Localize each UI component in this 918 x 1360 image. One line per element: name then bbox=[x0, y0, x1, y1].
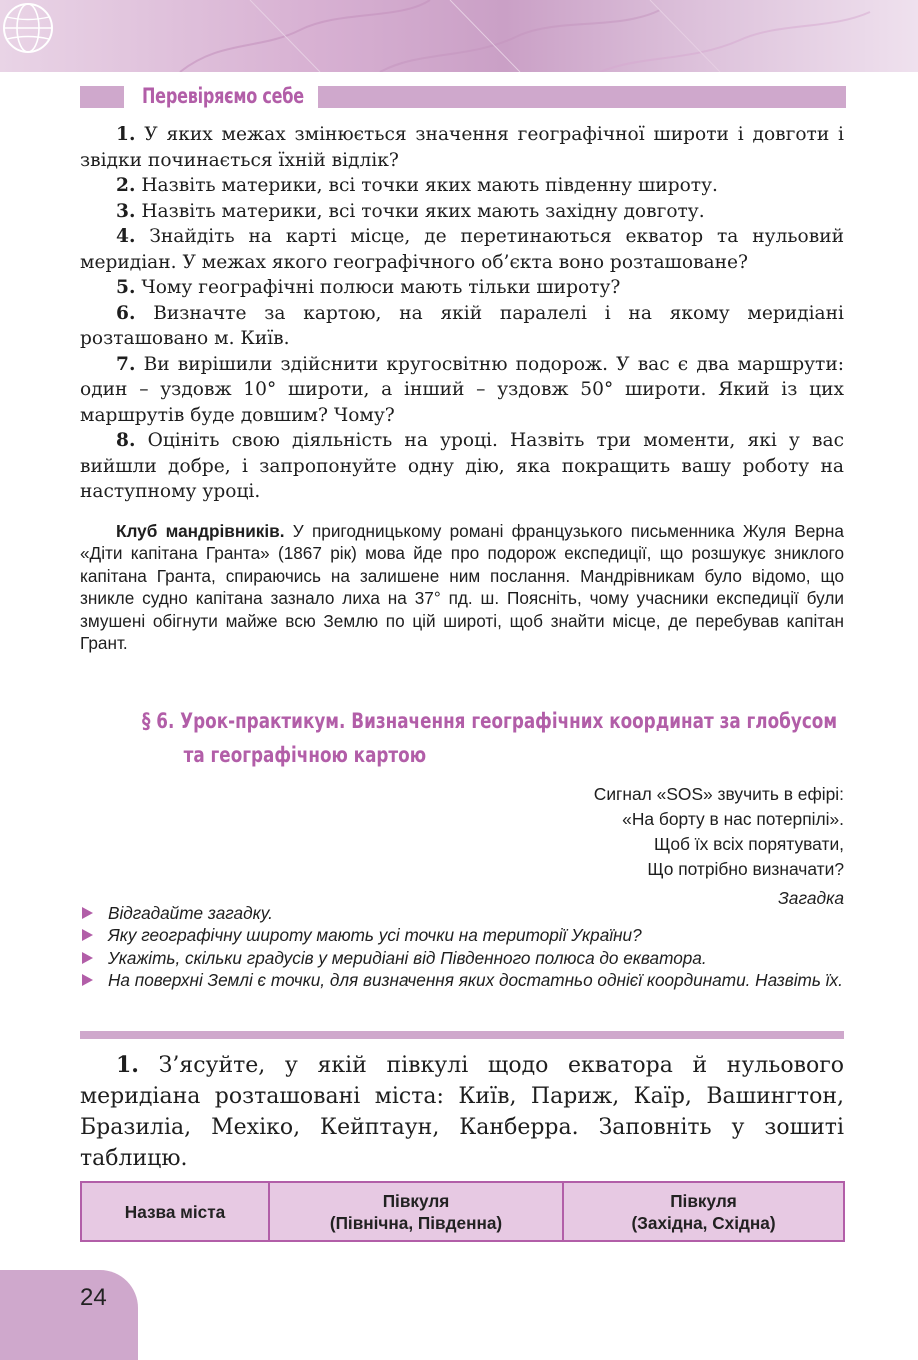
question-item bbox=[80, 275, 844, 301]
question-text: Чому географічні полюси мають тільки широту? bbox=[141, 277, 621, 298]
exercise-number: 1. bbox=[116, 1052, 139, 1078]
task-text: Укажіть, скільки градусів у меридіані від Південного полюса до екватора. bbox=[108, 947, 707, 968]
question-number: 7. bbox=[116, 353, 136, 375]
task-item bbox=[80, 947, 844, 969]
question-item bbox=[80, 224, 844, 275]
question-item bbox=[80, 352, 844, 429]
hemisphere-table bbox=[80, 1181, 845, 1242]
exercise-1 bbox=[80, 1050, 844, 1174]
exercise-text: З’ясуйте, у якій півкулі щодо екватора й нульового меридіана розташовані міста: Київ, Париж, Каїр, Вашингтон, Бразиліа, Мехіко, Кейптаун, Канберра. Заповніть у зошиті таблицю. bbox=[80, 1053, 844, 1171]
task-text: Відгадайте загадку. bbox=[108, 903, 273, 923]
question-number: 5. bbox=[116, 277, 136, 298]
question-text: У яких межах змінюється значення географічної широти і довготи і звідки починається їхній відлік? bbox=[80, 124, 844, 171]
question-item bbox=[80, 428, 844, 505]
table-header-ew: Півкуля (Західна, Східна) bbox=[563, 1182, 844, 1241]
arrow-bullet-icon bbox=[82, 974, 93, 986]
question-number: 1. bbox=[116, 124, 136, 145]
table-header-row bbox=[81, 1182, 844, 1241]
club-title: Клуб мандрівників. bbox=[116, 521, 285, 541]
review-questions bbox=[80, 122, 844, 505]
section-bar-right bbox=[318, 86, 846, 108]
question-number: 8. bbox=[116, 430, 136, 451]
poem-line: Що потрібно визначати? bbox=[647, 859, 844, 879]
page-number-tab bbox=[0, 1270, 138, 1360]
map-decoration bbox=[0, 0, 918, 72]
section-header bbox=[80, 86, 846, 108]
task-item bbox=[80, 969, 844, 991]
question-text: Назвіть материки, всі точки яких мають західну довготу. bbox=[141, 200, 705, 222]
question-item bbox=[80, 173, 844, 199]
top-banner bbox=[0, 0, 918, 72]
section-title: Перевіряємо себе bbox=[142, 84, 304, 108]
poem-line: Щоб їх всіх порятувати, bbox=[654, 834, 844, 854]
warmup-tasks bbox=[80, 902, 844, 992]
question-number: 3. bbox=[116, 200, 136, 222]
task-item bbox=[80, 924, 844, 946]
table-header-ns: Півкуля (Північна, Південна) bbox=[269, 1182, 563, 1241]
poem-author: Загадка bbox=[778, 888, 844, 908]
question-item bbox=[80, 199, 844, 225]
arrow-bullet-icon bbox=[82, 952, 93, 964]
question-item bbox=[80, 301, 844, 352]
question-text: Визначте за картою, на якій паралелі і на якому меридіані розташовано м. Київ. bbox=[80, 302, 844, 349]
question-text: Назвіть материки, всі точки яких мають південну широту. bbox=[141, 175, 718, 196]
task-text: Яку географічну широту мають усі точки на території України? bbox=[108, 925, 642, 946]
poem-line: Сигнал «SOS» звучить в ефірі: bbox=[593, 784, 844, 804]
section-divider bbox=[80, 1031, 844, 1039]
question-number: 6. bbox=[116, 302, 136, 324]
table-header-city: Назва міста bbox=[81, 1182, 269, 1241]
lesson-title-line2: та географічною картою bbox=[183, 743, 427, 767]
arrow-bullet-icon bbox=[82, 929, 93, 941]
travelers-club bbox=[80, 520, 844, 654]
poem-line: «На борту в нас потерпілі». bbox=[622, 809, 844, 829]
section-bar-left bbox=[80, 86, 124, 108]
question-text: Ви вирішили здійснити кругосвітню подорож. У вас є два маршрути: один – уздовж 10° широти, а інший – уздовж 50° широти. Який із цих маршрутів буде довшим? Чому? bbox=[80, 353, 844, 426]
task-item bbox=[80, 902, 844, 924]
task-text: На поверхні Землі є точки, для визначення яких достатньо однієї координати. Назвіть їх. bbox=[108, 970, 843, 991]
lesson-title bbox=[142, 704, 838, 772]
question-item bbox=[80, 122, 844, 173]
question-text: Знайдіть на карті місце, де перетинаються екватор та нульовий меридіан. У межах якого географічного об’єкта воно розташоване? bbox=[80, 226, 844, 273]
page-number: 24 bbox=[80, 1284, 107, 1311]
question-number: 4. bbox=[116, 226, 136, 247]
arrow-bullet-icon bbox=[82, 907, 93, 919]
globe-icon bbox=[0, 0, 56, 56]
club-text: У пригодницькому романі французького письменника Жуля Верна «Діти капітана Гранта» (1867 рік) мова йде про подорож експедиції, що розшукує зниклого капітана Гранта, спираючись на залишене ним послання. Мандрівникам було відомо, що зникле судно капітана зазнало лиха на 37° пд. ш. Поясніть, чому учасники експедиції були змушені обігнути майже всю Землю по цій широті, щоб знайти місце, де перебував капітан Грант. bbox=[80, 521, 844, 654]
lesson-title-line1: § 6. Урок-практикум. Визначення географічних координат за глобусом bbox=[142, 709, 838, 733]
question-number: 2. bbox=[116, 175, 136, 196]
question-text: Оцініть свою діяльність на уроці. Назвіть три моменти, які у вас вийшли добре, і запропонуйте одну дію, яка покращить вашу роботу на наступному уроці. bbox=[80, 430, 844, 502]
riddle-poem bbox=[594, 782, 844, 911]
